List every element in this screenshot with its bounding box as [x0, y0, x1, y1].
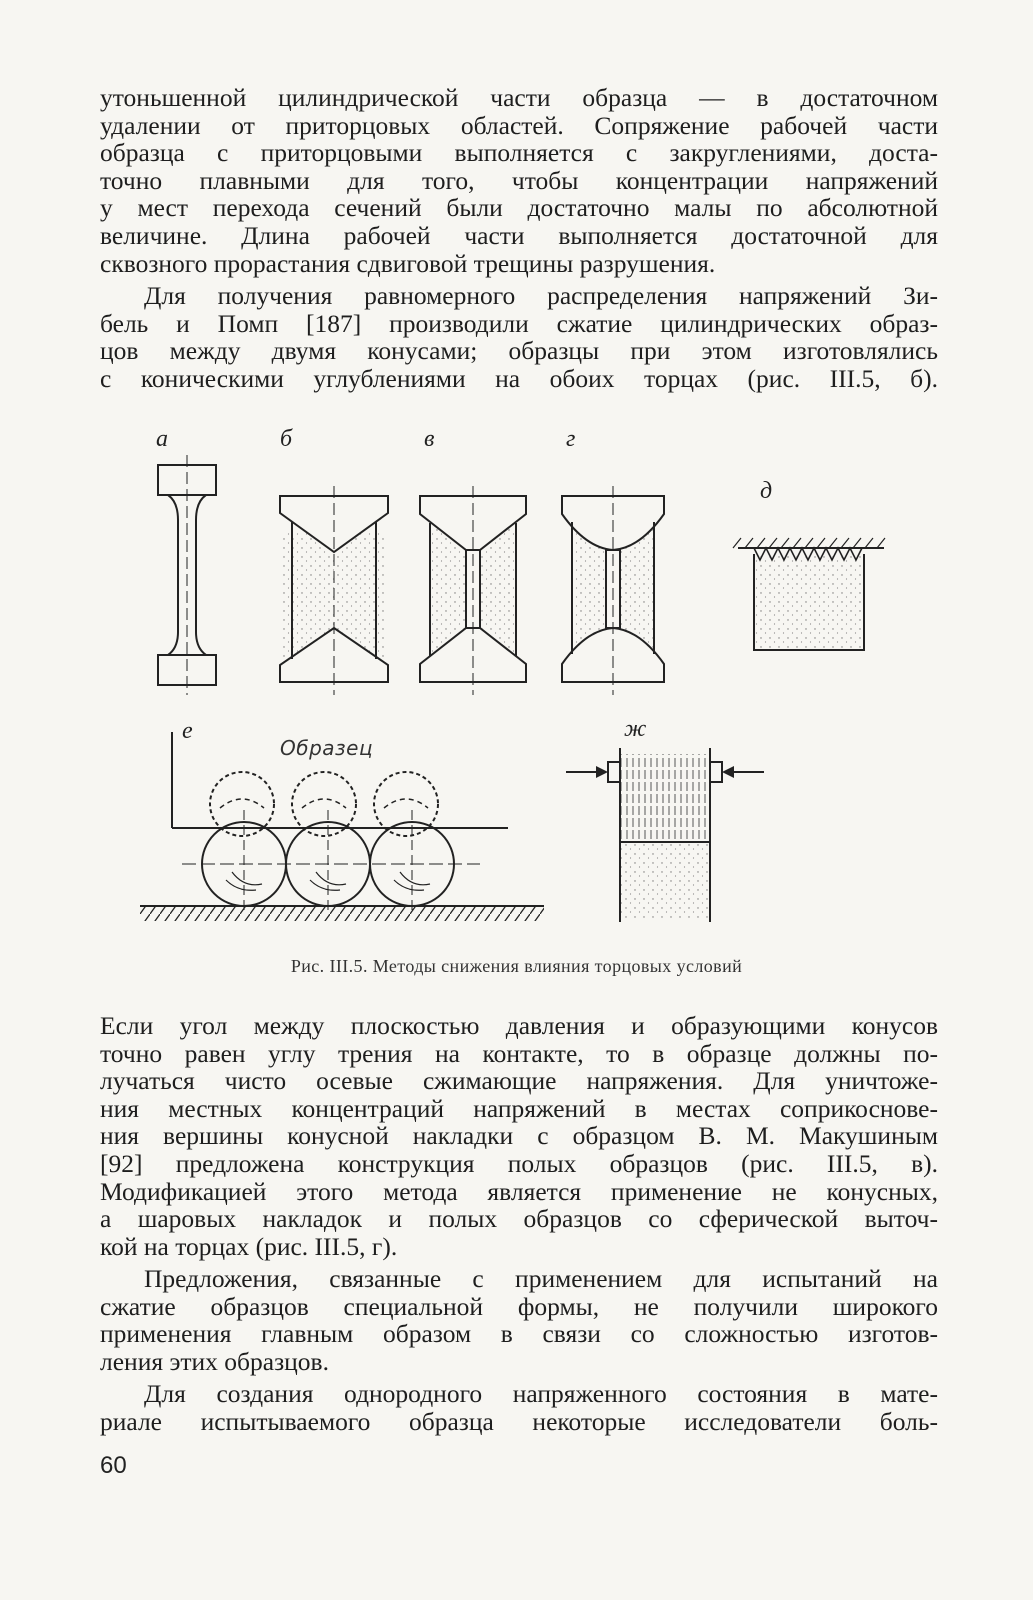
paragraph-3	[100, 1012, 938, 1260]
figure-label-d: д	[760, 478, 773, 504]
figure-label-a: а	[156, 426, 168, 452]
text-line: ния местных концентраций напряжений в местах соприкоснове-	[100, 1093, 938, 1123]
text-line: Предложения, связанные с применением для испытаний на	[144, 1264, 938, 1293]
text-line: удалении от приторцовых областей. Сопряжение рабочей части	[100, 110, 938, 140]
text-line: величине. Длина рабочей части выполняется достаточной для	[100, 220, 938, 250]
text-line: Модификацией этого метода является применение не конусных,	[100, 1176, 938, 1206]
text-line: а шаровых накладок и полых образцов со сферической выточ-	[100, 1204, 938, 1234]
specimen-b	[280, 486, 388, 695]
figure-drawing	[120, 410, 920, 950]
text-line: применения главным образом в связи со сложностью изготов-	[100, 1319, 938, 1349]
text-line: сжатие образцов специальной формы, не получили широкого	[100, 1291, 938, 1321]
specimen-a	[158, 455, 216, 695]
specimen-v	[420, 486, 526, 695]
figure-label-e: е	[182, 718, 193, 744]
text-line: точно равен углу трения на контакте, то в образце должны по-	[100, 1038, 938, 1068]
text-line: образца с приторцовыми выполняется с закруглениями, доста-	[100, 138, 938, 168]
figure-caption: Рис. III.5. Методы снижения влияния торцовых условий	[290, 956, 743, 976]
paragraph-1	[100, 84, 938, 277]
text-line: бель и Помп [187] производили сжатие цилиндрических образ-	[100, 308, 938, 338]
figure-label-b: б	[280, 426, 293, 452]
figure-label-zh: ж	[624, 716, 647, 742]
text-line: сквозного прорастания сдвиговой трещины разрушения.	[100, 248, 716, 278]
paragraph-4	[100, 1265, 938, 1375]
specimen-zh	[566, 748, 764, 922]
text-line: точно плавными для того, чтобы концентрации напряжений	[100, 165, 938, 195]
text-line: ния вершины конусной накладки с образцом В. М. Макушиным	[100, 1121, 938, 1151]
text-line: лучаться чисто осевые сжимающие напряжения. Для уничтоже-	[100, 1066, 938, 1096]
rollers-e	[140, 732, 544, 921]
specimen-g	[562, 486, 664, 695]
text-line: Если угол между плоскостью давления и образующими конусов	[100, 1011, 938, 1040]
text-line: с коническими углублениями на обоих торцах (рис. III.5, б).	[100, 363, 938, 393]
text-line: ления этих образцов.	[100, 1346, 329, 1376]
text-line: Для получения равномерного распределения напряжений Зи-	[144, 281, 938, 310]
text-line: [92] предложена конструкция полых образцов (рис. III.5, в).	[100, 1148, 938, 1178]
specimen-label: Образец	[280, 736, 374, 760]
specimen-d	[733, 538, 885, 650]
text-line: риале испытываемого образца некоторые исследователи боль-	[100, 1406, 938, 1436]
figure-label-g: г	[566, 426, 576, 452]
paragraph-5	[100, 1380, 938, 1435]
paragraph-2	[100, 282, 938, 392]
figure-label-v: в	[424, 426, 435, 452]
page-number: 60	[100, 1452, 127, 1479]
text-line: кой на торцах (рис. III.5, г).	[100, 1231, 398, 1261]
figure-iii-5	[120, 410, 920, 950]
text-line: утоньшенной цилиндрической части образца — в достаточном	[100, 83, 938, 112]
text-line: у мест перехода сечений были достаточно малы по абсолютной	[100, 193, 938, 223]
text-line: цов между двумя конусами; образцы при этом изготовлялись	[100, 336, 938, 366]
text-line: Для создания однородного напряженного состояния в мате-	[144, 1379, 938, 1408]
